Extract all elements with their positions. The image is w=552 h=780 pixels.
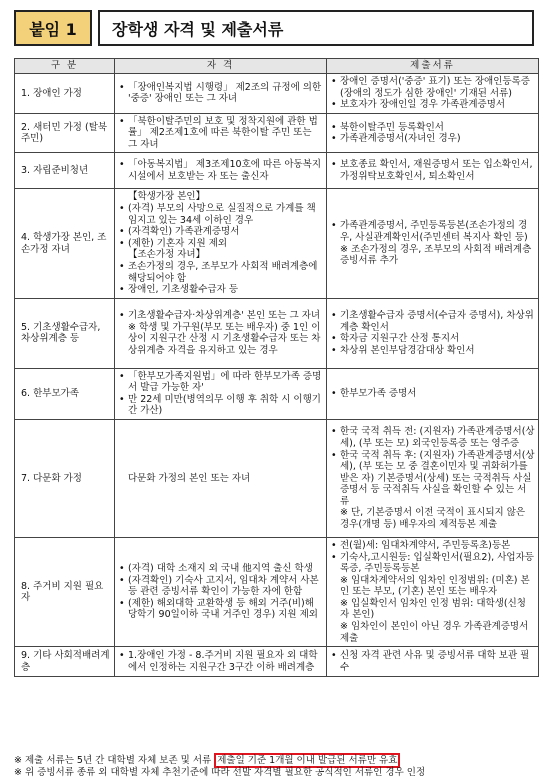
- documents-cell: [327, 368, 539, 419]
- category-cell: 7. 다문화 가정: [15, 419, 115, 537]
- list-item: • 북한이탈주민 등록확인서: [340, 122, 535, 134]
- list-item: • 가족관계증명서(자녀인 경우): [340, 133, 535, 145]
- list-item: • 기숙사,고시원등: 입실확인서(필요2), 사업자등록증, 주민등록등본: [340, 552, 535, 575]
- documents-cell: [327, 537, 539, 646]
- column-header: 구 분: [15, 59, 115, 74]
- table-row: [15, 647, 539, 677]
- footnote-1: [14, 755, 544, 767]
- footnotes: [14, 755, 544, 779]
- list-item: • 학자금 지원구간 산정 통지서: [340, 333, 535, 345]
- list-item: ※ 임대차계약서의 임차인 인정범위: (미혼) 본인 또는 부모, (기혼) 본인 또는 배우자: [340, 574, 530, 598]
- list-item: • 「장애인복지법 시행령」 제2조의 규정에 의한 '중증' 장애인 또는 그 자녀: [128, 82, 323, 105]
- qualification-cell: [115, 189, 327, 298]
- category-cell: 6. 한부모가족: [15, 368, 115, 419]
- list-item: • 「아동복지법」 제3조제10호에 따른 아동복지시설에서 보호받는 자 또는 출신자: [128, 159, 323, 182]
- documents-cell: [327, 74, 539, 114]
- table-row: [15, 298, 539, 368]
- column-header: 제출서류: [327, 59, 539, 74]
- list-item: • 장애인 증명서('중증' 표기) 또는 장애인등록증(장애의 정도가 심한 장애인' 기재된 서류): [340, 76, 535, 99]
- list-item: • 기초생활수급자·차상위계층' 본인 또는 그 자녀: [128, 310, 323, 322]
- category-cell: 3. 자립준비청년: [15, 153, 115, 189]
- list-item: • 만 22세 미만(병역의무 이행 후 취학 시 이행기간 가산): [128, 394, 323, 417]
- qualification-cell: [115, 298, 327, 368]
- category-cell: 5. 기초생활수급자, 차상위계층 등: [15, 298, 115, 368]
- list-item: • 보호자가 장애인일 경우 가족관계증명서: [340, 99, 535, 111]
- list-item: • 1.장애인 가정 - 8.주거비 지원 필요자 외 대학에서 인정하는 지원구간 3구간 이하 배려계층: [128, 650, 323, 673]
- list-item: • (자격확인) 기숙사 고지서, 임대차 계약서 사본 등 관련 증빙서류 확인이 가능한 자에 한함: [128, 575, 323, 598]
- table-row: [15, 419, 539, 537]
- table-row: [15, 368, 539, 419]
- table-row: [15, 113, 539, 153]
- category-cell: 2. 새터민 가정 (탈북주민): [15, 113, 115, 153]
- column-header: 자 격: [115, 59, 327, 74]
- list-item: • (자격) 대학 소재지 외 국내 他지역 출신 학생: [128, 563, 323, 575]
- category-cell: 4. 학생가장 본인, 조손가정 자녀: [15, 189, 115, 298]
- table-header-row: [15, 59, 539, 74]
- documents-cell: [327, 298, 539, 368]
- list-item: • 한국 국적 취득 전: (지원자) 가족관계증명서(상세), (부 또는 모) 외국인등록증 또는 영주증: [340, 426, 535, 449]
- list-item: • 기초생활수급자 증명서(수급자 증명서), 차상위계층 확인서: [340, 310, 535, 333]
- table-row: [15, 537, 539, 646]
- qualification-cell: [115, 419, 327, 537]
- documents-cell: [327, 153, 539, 189]
- list-item: • 가족관계증명서, 주민등록등본(조손가정의 경우, 사실관계확인서(주민센터 복지사 확인 등): [340, 220, 535, 243]
- list-item: 다문화 가정의 본인 또는 자녀: [128, 472, 251, 484]
- list-item: • 신청 자격 관련 사유 및 증빙서류 대학 보관 필수: [340, 650, 535, 673]
- table-row: [15, 189, 539, 298]
- list-item: ※ 조손가정의 경우, 조부모의 사회적 배려계층 증빙서류 추가: [340, 243, 532, 267]
- qualification-cell: [115, 368, 327, 419]
- category-cell: 1. 장애인 가정: [15, 74, 115, 114]
- qualification-cell: [115, 537, 327, 646]
- list-item: • 한국 국적 취득 후: (지원자) 가족관계증명서(상세), (부 또는 모 중 결혼이민자 및 귀화허가를 받은 자) 기본증명서(상세) 또는 국적취득 사실 증명서 등 국적취득 사실을 확인할 수 있는 서류: [340, 450, 535, 508]
- list-item: ※ 학생 및 가구원(부모 또는 배우자) 중 1인 이상이 지원구간 산정 시 기초생활수급자 또는 차상위계층 자격을 유지하고 있는 경우: [128, 321, 321, 356]
- list-item: ※ 입실확인서 임차인 인정 범위: 대학생(신청자 본인): [340, 597, 526, 621]
- qualification-cell: [115, 113, 327, 153]
- list-item: ※ 임차인이 본인이 아닌 경우 가족관계증명서 제출: [340, 621, 529, 644]
- list-item: • (자격확인) 가족관계증명서: [128, 226, 323, 238]
- list-item: • 보호종료 확인서, 재원증명서 또는 입소확인서, 가정위탁보호확인서, 퇴소확인서: [340, 159, 535, 182]
- eligibility-table: [14, 58, 539, 677]
- list-item: • (자격) 부모의 사망으로 실질적으로 가계를 책임지고 있는 34세 이하인 경우: [128, 203, 323, 226]
- attachment-tag: 붙임 1: [14, 10, 92, 46]
- list-item: ※ 단, 기본증명서 이전 국적이 표시되지 않은 경우(개명 등) 배우자의 제적등본 제출: [340, 507, 526, 530]
- page-header: [14, 10, 534, 48]
- qualification-cell: [115, 153, 327, 189]
- list-item: • 한부모가족 증명서: [340, 388, 535, 400]
- documents-cell: [327, 113, 539, 153]
- list-item: • 「북한이탈주민의 보호 및 정착지원에 관한 법률」 제2조제1호에 따른 북한이탈 주민 또는 그 자녀: [128, 116, 323, 151]
- category-cell: 9. 기타 사회적배려계층: [15, 647, 115, 677]
- table-row: [15, 153, 539, 189]
- list-item: • 「한부모가족지원법」에 따라 한부모가족 증명서 발급 가능한 자': [128, 371, 323, 394]
- footnote-1-text: ※ 제출 서류는 5년 간 대학별 자체 보존 및 서류: [14, 755, 215, 766]
- list-item: 【학생가장 본인】: [128, 191, 206, 203]
- qualification-cell: [115, 647, 327, 677]
- category-cell: 8. 주거비 지원 필요자: [15, 537, 115, 646]
- list-item: • (제한) 기혼자 지원 제외: [128, 238, 323, 250]
- list-item: • (제한) 해외대학 교환학생 등 해외 거주(비)해당학기 90일이하 국내 거주인 경우) 지원 제외: [128, 598, 323, 621]
- list-item: • 장애인, 기초생활수급자 등: [128, 284, 323, 296]
- documents-cell: [327, 647, 539, 677]
- list-item: • 조손가정의 경우, 조부모가 사회적 배려계층에 해당되어야 함: [128, 261, 323, 284]
- documents-cell: [327, 419, 539, 537]
- list-item: • 차상위 본인부담경감대상 확인서: [340, 345, 535, 357]
- footnote-2: ※ 위 증빙서류 종류 외 대학별 자체 추천기준에 따라 선발 자격별 필요한 공식적인 서류인 경우 인정: [14, 766, 426, 778]
- page-title: 장학생 자격 및 제출서류: [98, 10, 534, 46]
- documents-cell: [327, 189, 539, 298]
- list-item: 【조손가정 자녀】: [128, 249, 206, 261]
- highlighted-validity-note: 제출일 기준 1개월 이내 발급된 서류만 유효: [214, 753, 400, 768]
- qualification-cell: [115, 74, 327, 114]
- list-item: • 전(월)세: 임대차계약서, 주민등록초)등본: [340, 540, 535, 552]
- table-row: [15, 74, 539, 114]
